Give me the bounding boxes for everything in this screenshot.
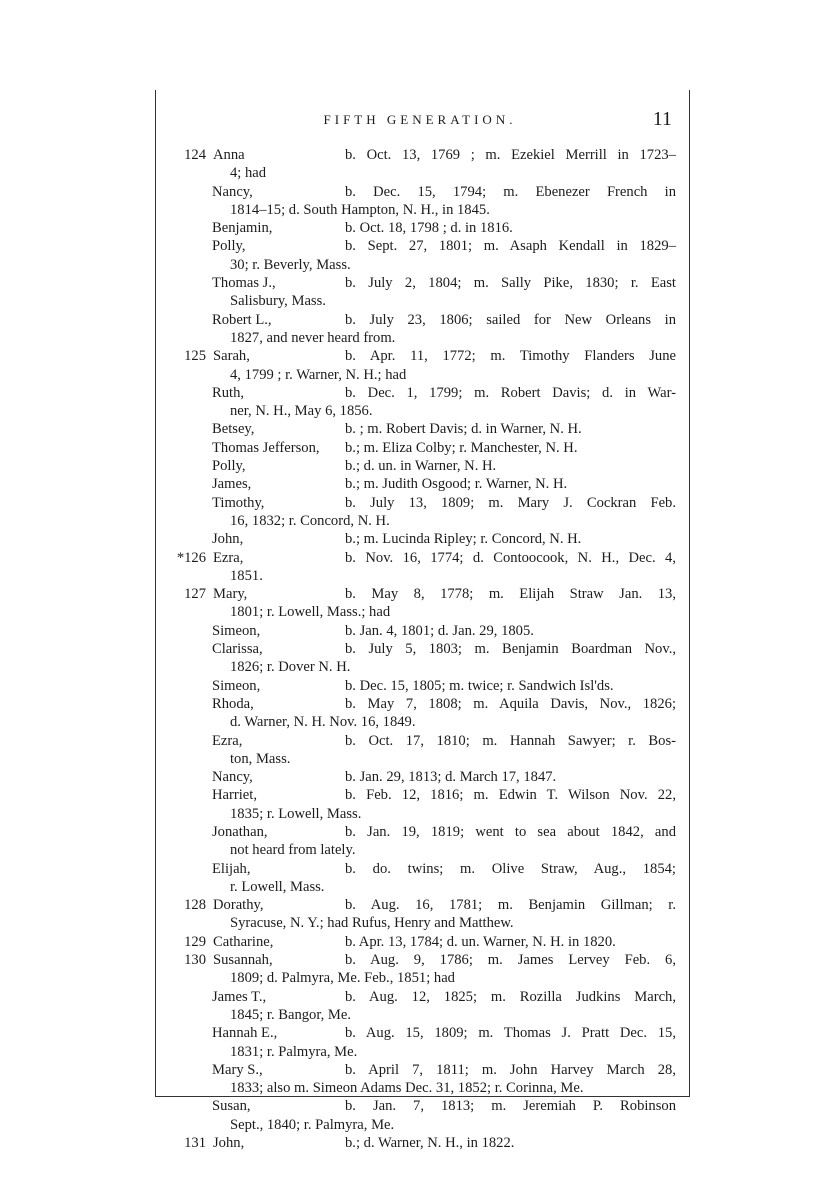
genealogy-entries	[160, 146, 680, 1152]
genealogy-entry	[160, 622, 680, 640]
entry-text: b. July 13, 1809; m. Mary J. Cockran Feb.	[345, 494, 676, 511]
entry-continuation: 1845; r. Bangor, Me.	[230, 1006, 352, 1023]
genealogy-entry	[160, 677, 680, 695]
entry-continuation: 1833; also m. Simeon Adams Dec. 31, 1852; r. Corinna, Me.	[230, 1080, 584, 1097]
entry-continuation: 1827, and never heard from.	[230, 329, 396, 346]
genealogy-entry	[160, 475, 680, 493]
genealogy-entry	[160, 457, 680, 475]
entry-name: Robert L.,	[212, 311, 272, 328]
genealogy-entry	[160, 420, 680, 438]
entry-continuation: 1814–15; d. South Hampton, N. H., in 1845.	[230, 201, 490, 218]
entry-name: Sarah,	[213, 348, 250, 365]
entry-name: James T.,	[212, 988, 267, 1005]
entry-name: Benjamin,	[212, 220, 273, 237]
genealogy-entry	[160, 1097, 680, 1134]
entry-text: b. Nov. 16, 1774; d. Contoocook, N. H., Dec. 4,	[345, 549, 676, 566]
entry-number: 125	[184, 348, 206, 365]
entry-name: Ruth,	[212, 384, 245, 401]
entry-continuation: 1826; r. Dover N. H.	[230, 659, 351, 676]
entry-continuation: r. Lowell, Mass.	[230, 878, 325, 895]
entry-text: b. do. twins; m. Olive Straw, Aug., 1854;	[345, 860, 676, 877]
entry-number: 129	[184, 933, 206, 950]
entry-continuation: ner, N. H., May 6, 1856.	[230, 403, 373, 420]
entry-text: b. Oct. 18, 1798 ; d. in 1816.	[345, 220, 513, 237]
entry-text: b. Oct. 17, 1810; m. Hannah Sawyer; r. Bos-	[345, 732, 676, 749]
entry-text: b. Dec. 15, 1794; m. Ebenezer French in	[345, 183, 676, 200]
genealogy-entry	[160, 640, 680, 677]
entry-name: Mary,	[213, 586, 248, 603]
entry-text: b. Aug. 16, 1781; m. Benjamin Gillman; r.	[345, 897, 676, 914]
entry-text: b. Dec. 1, 1799; m. Robert Davis; d. in War-	[345, 384, 676, 401]
genealogy-entry	[160, 933, 680, 951]
genealogy-entry	[160, 1024, 680, 1061]
entry-continuation: 16, 1832; r. Concord, N. H.	[230, 512, 390, 529]
entry-name: Elijah,	[212, 860, 251, 877]
entry-number: 128	[184, 897, 206, 914]
genealogy-entry	[160, 951, 680, 988]
entry-text: b. July 2, 1804; m. Sally Pike, 1830; r. East	[345, 275, 676, 292]
entry-text: b. Dec. 15, 1805; m. twice; r. Sandwich Isl'ds.	[345, 677, 614, 694]
entry-text: b. Aug. 15, 1809; m. Thomas J. Pratt Dec. 15,	[345, 1025, 676, 1042]
entry-name: Hannah E.,	[212, 1025, 278, 1042]
entry-name: Harriet,	[212, 787, 257, 804]
entry-name: Nancy,	[212, 183, 253, 200]
entry-text: b. Apr. 13, 1784; d. un. Warner, N. H. in 1820.	[345, 933, 616, 950]
entry-name: Betsey,	[212, 421, 255, 438]
entry-name: Dorathy,	[213, 897, 264, 914]
entry-name: Clarissa,	[212, 641, 263, 658]
entry-continuation: d. Warner, N. H. Nov. 16, 1849.	[230, 714, 416, 731]
entry-name: Nancy,	[212, 769, 253, 786]
entry-name: Simeon,	[212, 622, 261, 639]
genealogy-entry	[160, 768, 680, 786]
entry-name: Polly,	[212, 238, 246, 255]
genealogy-entry	[160, 988, 680, 1025]
entry-number: 127	[184, 586, 206, 603]
entry-text: b.; m. Judith Osgood; r. Warner, N. H.	[345, 476, 568, 493]
entry-name: Polly,	[212, 458, 246, 475]
entry-name: Catharine,	[213, 933, 274, 950]
genealogy-entry	[160, 860, 680, 897]
genealogy-entry	[160, 1061, 680, 1098]
genealogy-entry	[160, 219, 680, 237]
entry-text: b. July 23, 1806; sailed for New Orleans in	[345, 311, 676, 328]
entry-continuation: 1851.	[230, 567, 263, 584]
entry-name: Timothy,	[212, 494, 265, 511]
genealogy-entry	[160, 311, 680, 348]
entry-name: Thomas J.,	[212, 275, 276, 292]
entry-text: b.; d. Warner, N. H., in 1822.	[345, 1135, 515, 1152]
page-header	[160, 108, 680, 134]
entry-text: b. Aug. 12, 1825; m. Rozilla Judkins March,	[345, 988, 676, 1005]
entry-text: b. Jan. 19, 1819; went to sea about 1842, and	[345, 823, 676, 840]
entry-name: Rhoda,	[212, 695, 254, 712]
entry-text: b.; m. Eliza Colby; r. Manchester, N. H.	[345, 439, 578, 456]
entry-text: b. May 8, 1778; m. Elijah Straw Jan. 13,	[345, 586, 676, 603]
genealogy-entry	[160, 183, 680, 220]
entry-name: James,	[212, 476, 252, 493]
genealogy-entry	[160, 146, 680, 183]
genealogy-entry	[160, 494, 680, 531]
entry-continuation: 1831; r. Palmyra, Me.	[230, 1043, 358, 1060]
page-border-right	[689, 90, 690, 1097]
entry-name: Jonathan,	[212, 823, 268, 840]
entry-text: b. Jan. 29, 1813; d. March 17, 1847.	[345, 769, 557, 786]
entry-name: Susan,	[212, 1098, 251, 1115]
entry-name: John,	[212, 531, 244, 548]
entry-continuation: Salisbury, Mass.	[230, 293, 326, 310]
entry-name: Susannah,	[213, 952, 273, 969]
entry-text: b. Sept. 27, 1801; m. Asaph Kendall in 1829–	[345, 238, 676, 255]
entry-name: Anna	[213, 147, 245, 163]
entry-text: b. July 5, 1803; m. Benjamin Boardman Nov.,	[345, 641, 676, 658]
entry-continuation: Sept., 1840; r. Palmyra, Me.	[230, 1116, 395, 1133]
entry-text: b. Apr. 11, 1772; m. Timothy Flanders June	[345, 348, 676, 365]
genealogy-entry	[160, 384, 680, 421]
genealogy-entry	[160, 237, 680, 274]
entry-continuation: 4; had	[230, 165, 267, 182]
entry-text: b. ; m. Robert Davis; d. in Warner, N. H.	[345, 421, 582, 438]
entry-text: b.; m. Lucinda Ripley; r. Concord, N. H.	[345, 531, 582, 548]
entry-continuation: 1835; r. Lowell, Mass.	[230, 805, 362, 822]
entry-text: b. Feb. 12, 1816; m. Edwin T. Wilson Nov. 22,	[345, 787, 676, 804]
entry-text: b. Oct. 13, 1769 ; m. Ezekiel Merrill in 1723–	[345, 147, 676, 163]
genealogy-entry	[160, 274, 680, 311]
entry-name: Ezra,	[213, 549, 244, 566]
entry-continuation: 1801; r. Lowell, Mass.; had	[230, 604, 391, 621]
entry-number: 130	[184, 952, 206, 969]
entry-continuation: Syracuse, N. Y.; had Rufus, Henry and Matthew.	[230, 915, 514, 932]
entry-number: 124	[184, 147, 206, 163]
genealogy-entry	[160, 732, 680, 769]
entry-text: b.; d. un. in Warner, N. H.	[345, 458, 497, 475]
genealogy-entry	[160, 549, 680, 586]
entry-name: Mary S.,	[212, 1061, 263, 1078]
entry-text: b. April 7, 1811; m. John Harvey March 28,	[345, 1061, 676, 1078]
genealogy-entry	[160, 786, 680, 823]
genealogy-entry	[160, 439, 680, 457]
entry-text: b. Aug. 9, 1786; m. James Lervey Feb. 6,	[345, 952, 676, 969]
entry-name: John,	[213, 1135, 245, 1152]
entry-continuation: 30; r. Beverly, Mass.	[230, 256, 351, 273]
entry-text: b. May 7, 1808; m. Aquila Davis, Nov., 1826;	[345, 695, 676, 712]
entry-name: Ezra,	[212, 732, 243, 749]
entry-continuation: 4, 1799 ; r. Warner, N. H.; had	[230, 366, 407, 383]
genealogy-entry	[160, 347, 680, 384]
entry-continuation: 1809; d. Palmyra, Me. Feb., 1851; had	[230, 970, 455, 987]
genealogy-entry	[160, 530, 680, 548]
genealogy-entry	[160, 823, 680, 860]
entry-number: 131	[184, 1135, 206, 1152]
genealogy-entry	[160, 1134, 680, 1152]
page-number: 11	[652, 108, 672, 130]
genealogy-entry	[160, 896, 680, 933]
entry-name: Simeon,	[212, 677, 261, 694]
genealogy-entry	[160, 585, 680, 622]
entry-text: b. Jan. 4, 1801; d. Jan. 29, 1805.	[345, 622, 534, 639]
genealogy-entry	[160, 695, 680, 732]
running-title: FIFTH GENERATION.	[323, 112, 517, 127]
entry-continuation: not heard from lately.	[230, 842, 356, 859]
entry-name: Thomas Jefferson,	[212, 439, 320, 456]
entry-continuation: ton, Mass.	[230, 750, 291, 767]
entry-text: b. Jan. 7, 1813; m. Jeremiah P. Robinson	[345, 1098, 676, 1115]
entry-number: *126	[176, 549, 206, 566]
